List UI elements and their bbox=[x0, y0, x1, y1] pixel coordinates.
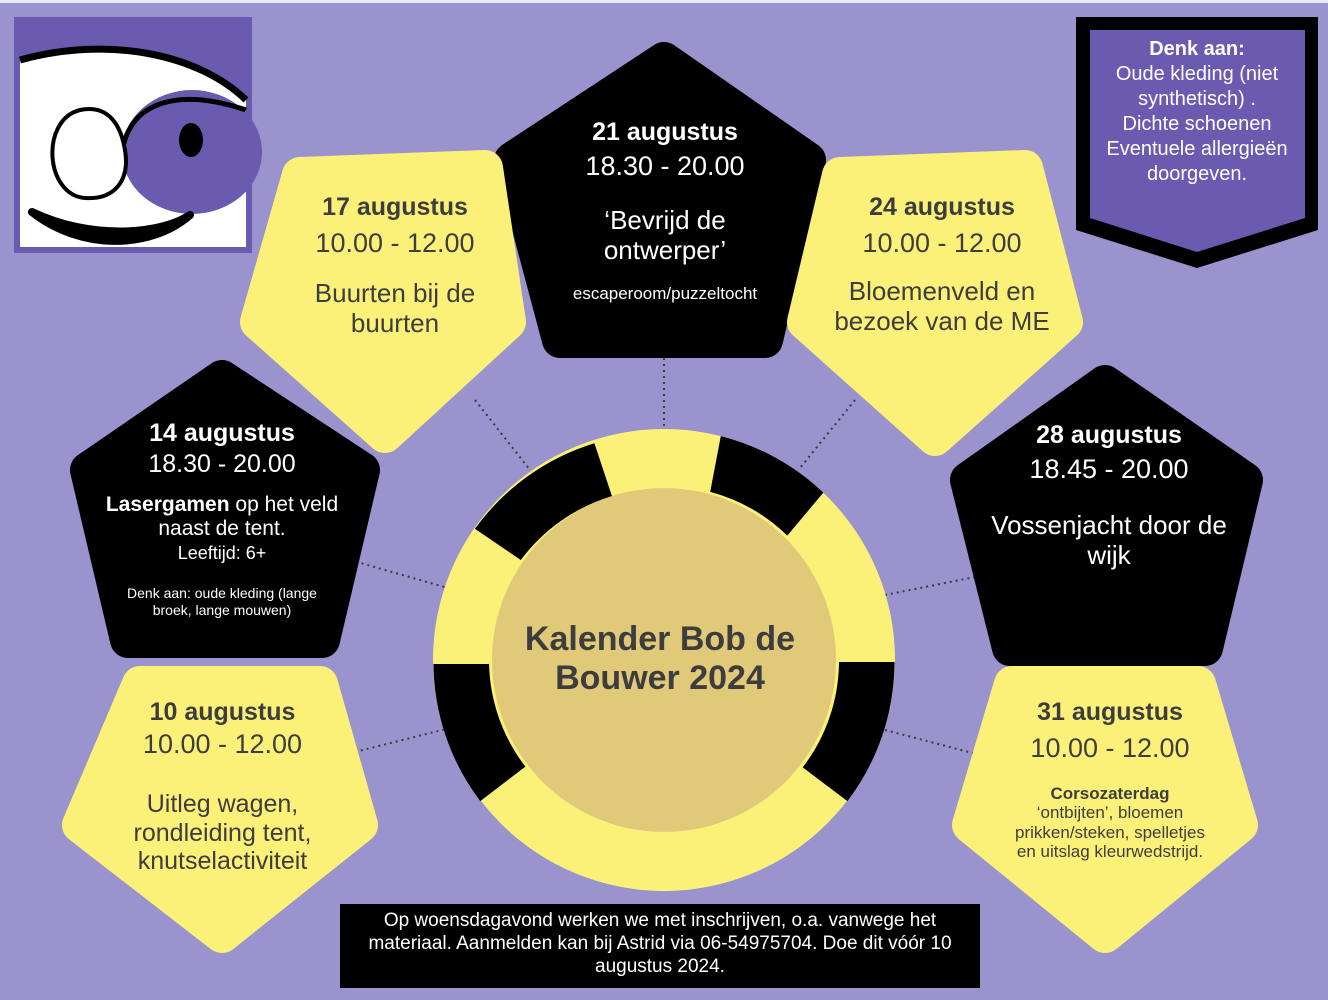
event-description-bold: Lasergamen bbox=[105, 492, 230, 516]
note-line: Eventuele allergieën doorgeven. bbox=[1106, 138, 1288, 185]
event-time: 10.00 - 12.00 bbox=[1030, 732, 1190, 763]
event-time: 10.00 - 12.00 bbox=[142, 728, 303, 759]
event-time: 10.00 - 12.00 bbox=[862, 227, 1022, 258]
event-date: 17 augustus bbox=[322, 193, 468, 221]
event-age: Leeftijd: 6+ bbox=[177, 542, 267, 563]
event-date: 24 augustus bbox=[869, 193, 1015, 221]
event-description bbox=[82, 493, 362, 541]
event-time: 18.30 - 20.00 bbox=[148, 449, 296, 478]
event-description: Buurten bij de buurten bbox=[314, 277, 476, 338]
event-14-august bbox=[82, 419, 362, 618]
event-description: ‘Bevrijd de ontwerper’ bbox=[603, 204, 727, 265]
logo-icon bbox=[14, 17, 262, 253]
event-21-august bbox=[540, 118, 790, 303]
event-description: Uitleg wagen, rondleiding tent, knutselactiviteit bbox=[133, 789, 312, 876]
event-subtitle: escaperoom/puzzeltocht bbox=[572, 283, 758, 303]
event-time: 18.30 - 20.00 bbox=[585, 150, 745, 181]
event-10-august bbox=[100, 698, 345, 876]
event-time: 18.45 - 20.00 bbox=[1029, 453, 1189, 484]
event-description: Bloemenveld en bezoek van de ME bbox=[834, 275, 1050, 336]
event-remember: Denk aan: oude kleding (lange broek, lange mouwen) bbox=[127, 585, 317, 618]
event-description: Vossenjacht door de wijk bbox=[991, 509, 1227, 570]
event-17-august bbox=[282, 193, 508, 339]
event-time: 10.00 - 12.00 bbox=[315, 227, 475, 258]
event-date: 31 augustus bbox=[1037, 698, 1183, 726]
event-date: 21 augustus bbox=[592, 118, 738, 146]
event-date: 14 augustus bbox=[149, 419, 295, 447]
event-24-august bbox=[822, 193, 1062, 337]
registration-info: Op woensdagavond werken we met inschrijven, o.a. vanwege het materiaal. Aanmelden kan bij Astrid via 06-54975704. Doe dit vóór 10 augustus 2024. bbox=[340, 904, 980, 988]
note-line: Dichte schoenen bbox=[1122, 113, 1272, 135]
note-line: Oude kleding (niet synthetisch) . bbox=[1115, 63, 1279, 110]
event-description: ‘ontbijten’, bloemen prikken/steken, spelletjes en uitslag kleurwedstrijd. bbox=[1015, 803, 1205, 862]
note-heading: Denk aan: bbox=[1149, 38, 1245, 60]
event-description-rest: op het veld naast de tent. bbox=[158, 492, 339, 540]
event-description-bold: Corsozaterdag bbox=[1050, 783, 1170, 803]
event-28-august bbox=[985, 421, 1233, 571]
event-date: 28 augustus bbox=[1036, 421, 1182, 449]
reminder-note bbox=[1094, 37, 1300, 187]
page-title: Kalender Bob de Bouwer 2024 bbox=[524, 620, 796, 698]
event-31-august bbox=[995, 698, 1225, 862]
event-date: 10 augustus bbox=[149, 698, 296, 726]
